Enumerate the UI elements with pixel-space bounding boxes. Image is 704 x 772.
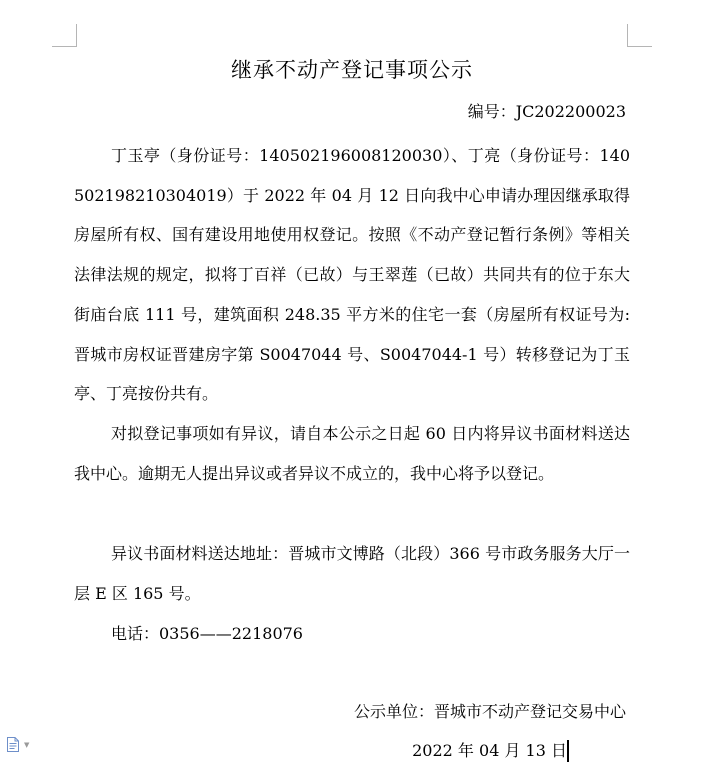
paragraph-objection: 对拟登记事项如有异议，请自本公示之日起 60 日内将异议书面材料送达我中心。逾期无人提出异议或者异议不成立的，我中心将予以登记。 [74,424,630,483]
document-title: 继承不动产登记事项公示 [231,58,473,82]
signing-unit: 公示单位：晋城市不动产登记交易中心 [353,702,626,721]
page-corner-mark-top-left [52,24,77,47]
page-corner-mark-top-right [627,24,652,47]
document-icon[interactable] [7,737,19,752]
chevron-down-icon[interactable]: ▼ [24,741,30,749]
text-cursor [567,740,569,762]
paragraph-applicant: 丁玉亭（身份证号：140502196008120030）、丁亮（身份证号：140502198210304019）于 2022 年 04 月 12 日向我中心申请办理因继承取得房屋所有权、国有建设用地使用权登记。按照《不动产登记暂行条例》等相关法律法规的规定，拟将丁百祥（已故）与王翠莲（已故）共同共有的位于东大街庙台底 111 号，建筑面积 248.35 平方米的住宅一套（房屋所有权证号为:晋城市房权证晋建房字第 S0047044 号、S0047044-1 号）转移登记为丁玉亭、丁亮按份共有。 [74,146,630,404]
paragraph-address: 异议书面材料送达地址：晋城市文博路（北段）366 号市政务服务大厅一层 E 区 165 号。 [74,544,630,603]
signing-date: 2022 年 04 月 13 日 [412,741,567,760]
document-number: 编号：JC202200023 [467,102,626,121]
paragraph-phone: 电话：0356——2218076 [111,624,303,643]
